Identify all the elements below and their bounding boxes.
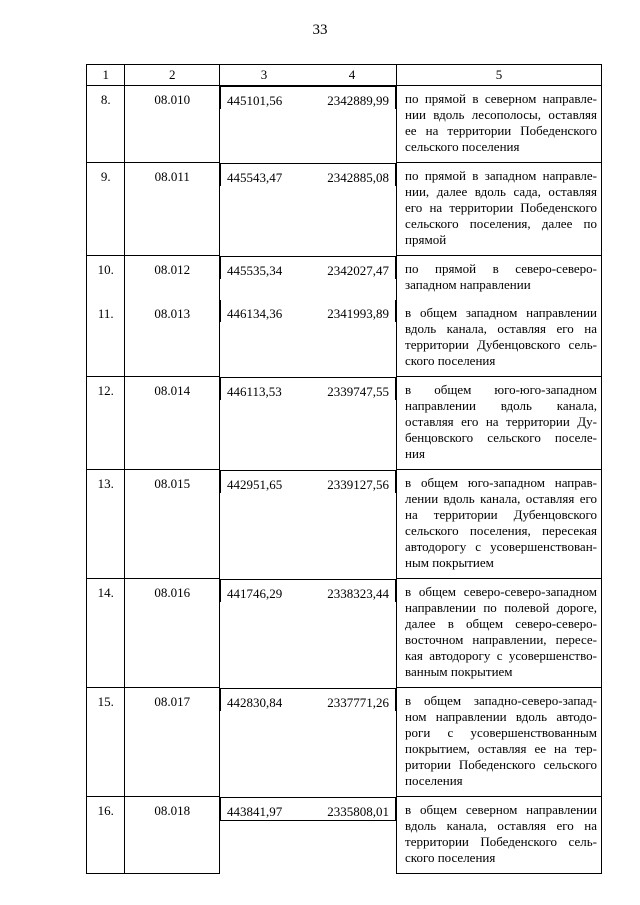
description-line: покрытием, оставляя ее на тер- (405, 741, 597, 756)
table-row (87, 256, 602, 301)
description-line: поселения (405, 773, 463, 788)
point-id: 08.016 (125, 579, 220, 688)
coordinate-y: 2337771,26 (327, 694, 390, 710)
description-line: территории Дубенцовского сель- (405, 337, 597, 352)
description-line: прямой (405, 232, 447, 247)
coordinate-y: 2341993,89 (327, 306, 390, 321)
coordinates-cell (220, 256, 396, 279)
coordinate-x: 446134,36 (227, 306, 283, 321)
table-body (87, 86, 602, 874)
description-line: вдоль канала, оставляя его на (405, 818, 597, 833)
boundary-description (397, 797, 602, 874)
description-line: западном направлении (405, 277, 531, 292)
description-line: ритории Победенского сельского (405, 757, 597, 772)
description-line: сельского поселения, далее по (405, 216, 597, 231)
boundary-description (397, 470, 602, 579)
point-id: 08.015 (125, 470, 220, 579)
point-id: 08.013 (125, 300, 220, 377)
boundary-description (397, 256, 602, 301)
row-number: 14. (87, 579, 125, 688)
table-header-row (87, 65, 602, 86)
description-line: территории Победенского сель- (405, 834, 597, 849)
coordinates-cell (220, 579, 396, 602)
description-line: оставляя его на территории Ду- (405, 414, 597, 429)
coordinate-x: 445543,47 (227, 169, 283, 185)
coordinates-cell (220, 797, 396, 821)
boundary-description (397, 377, 602, 470)
description-line: ным покрытием (405, 555, 494, 570)
description-line: роги с усовершенствованным (405, 725, 597, 740)
row-number: 10. (87, 256, 125, 301)
coordinates-cell (220, 163, 396, 186)
description-line: в общем юго-юго-западном (405, 382, 597, 397)
description-line: в общем западном направлении (405, 305, 597, 320)
description-line: его на территории Победенского (405, 200, 597, 215)
description-line: нии вдоль лесополосы, оставляя (405, 107, 597, 122)
table-row (87, 470, 602, 579)
description-line: ее на территории Победенского (405, 123, 597, 138)
coordinate-x: 442830,84 (227, 694, 283, 710)
point-id: 08.018 (125, 797, 220, 874)
row-number: 13. (87, 470, 125, 579)
description-line: направлении вдоль канала, (405, 398, 597, 413)
description-line: в общем юго-западном направ- (405, 475, 597, 490)
table-row (87, 86, 602, 163)
point-id: 08.010 (125, 86, 220, 163)
table-row (87, 579, 602, 688)
coordinate-y: 2339127,56 (327, 476, 390, 492)
row-number: 12. (87, 377, 125, 470)
coordinate-y: 2342027,47 (327, 262, 390, 278)
point-id: 08.017 (125, 688, 220, 797)
description-line: сельского поселения (405, 139, 520, 154)
description-line: далее в общем северо-северо- (405, 616, 597, 631)
description-line: нии, далее вдоль сада, оставляя (405, 184, 597, 199)
description-line: сельского поселения, пересекая (405, 523, 597, 538)
description-line: автодорогу с усовершенствован- (405, 539, 597, 554)
coordinates-cell (220, 470, 396, 493)
table-row (87, 377, 602, 470)
point-id: 08.012 (125, 256, 220, 301)
row-number: 8. (87, 86, 125, 163)
description-line: ского поселения (405, 353, 496, 368)
boundary-description (397, 688, 602, 797)
coordinate-y: 2339747,55 (327, 383, 390, 399)
point-id: 08.014 (125, 377, 220, 470)
row-number: 9. (87, 163, 125, 256)
coordinates-cell (220, 377, 396, 400)
table-row (87, 688, 602, 797)
description-line: по прямой в северном направле- (405, 91, 597, 106)
boundary-coordinates-table (86, 64, 602, 874)
description-line: ния (405, 446, 425, 461)
row-number: 16. (87, 797, 125, 874)
coordinate-x: 446113,53 (227, 383, 282, 399)
coordinate-x: 442951,65 (227, 476, 283, 492)
description-line: ского поселения (405, 850, 496, 865)
description-line: вдоль канала, оставляя его на (405, 321, 597, 336)
header-col-3: 3 (260, 67, 268, 82)
coordinates-cell (220, 300, 396, 322)
row-number: 15. (87, 688, 125, 797)
coordinates-cell (220, 688, 396, 711)
description-line: в общем северо-северо-западном (405, 584, 597, 599)
point-id: 08.011 (125, 163, 220, 256)
coordinate-x: 443841,97 (227, 803, 283, 819)
header-col-3-4 (220, 65, 397, 86)
header-col-2: 2 (125, 65, 220, 86)
boundary-description (397, 86, 602, 163)
coordinate-y: 2338323,44 (327, 585, 390, 601)
coordinate-y: 2342889,99 (327, 93, 390, 108)
description-line: на территории Дубенцовского (405, 507, 597, 522)
description-line: по прямой в западном направле- (405, 168, 597, 183)
table-row (87, 163, 602, 256)
coordinates-cell (220, 86, 396, 109)
coordinate-x: 441746,29 (227, 585, 283, 601)
boundary-description (397, 163, 602, 256)
header-col-4: 4 (348, 67, 356, 82)
row-number: 11. (87, 300, 125, 377)
description-line: лении вдоль канала, оставляя его (405, 491, 597, 506)
coordinate-x: 445101,56 (227, 93, 283, 108)
description-line: в общем западно-северо-запад- (405, 693, 597, 708)
boundary-description (397, 300, 602, 377)
description-line: кая автодорогу с усовершенство- (405, 648, 597, 663)
description-line: по прямой в северо-северо- (405, 261, 597, 276)
description-line: ном направлении вдоль автодо- (405, 709, 597, 724)
coordinate-y: 2335808,01 (327, 803, 390, 819)
description-line: направлении по полевой дороге, (405, 600, 597, 615)
description-line: ванным покрытием (405, 664, 513, 679)
header-col-5: 5 (397, 65, 602, 86)
table-row (87, 300, 602, 377)
page-number: 33 (312, 22, 328, 38)
coordinate-y: 2342885,08 (327, 169, 390, 185)
coordinate-x: 445535,34 (227, 262, 283, 278)
description-line: бенцовского сельского поселе- (405, 430, 597, 445)
description-line: восточном направлении, пересе- (405, 632, 597, 647)
table-row (87, 797, 602, 874)
header-col-1: 1 (87, 65, 125, 86)
description-line: в общем северном направлении (405, 802, 597, 817)
boundary-description (397, 579, 602, 688)
